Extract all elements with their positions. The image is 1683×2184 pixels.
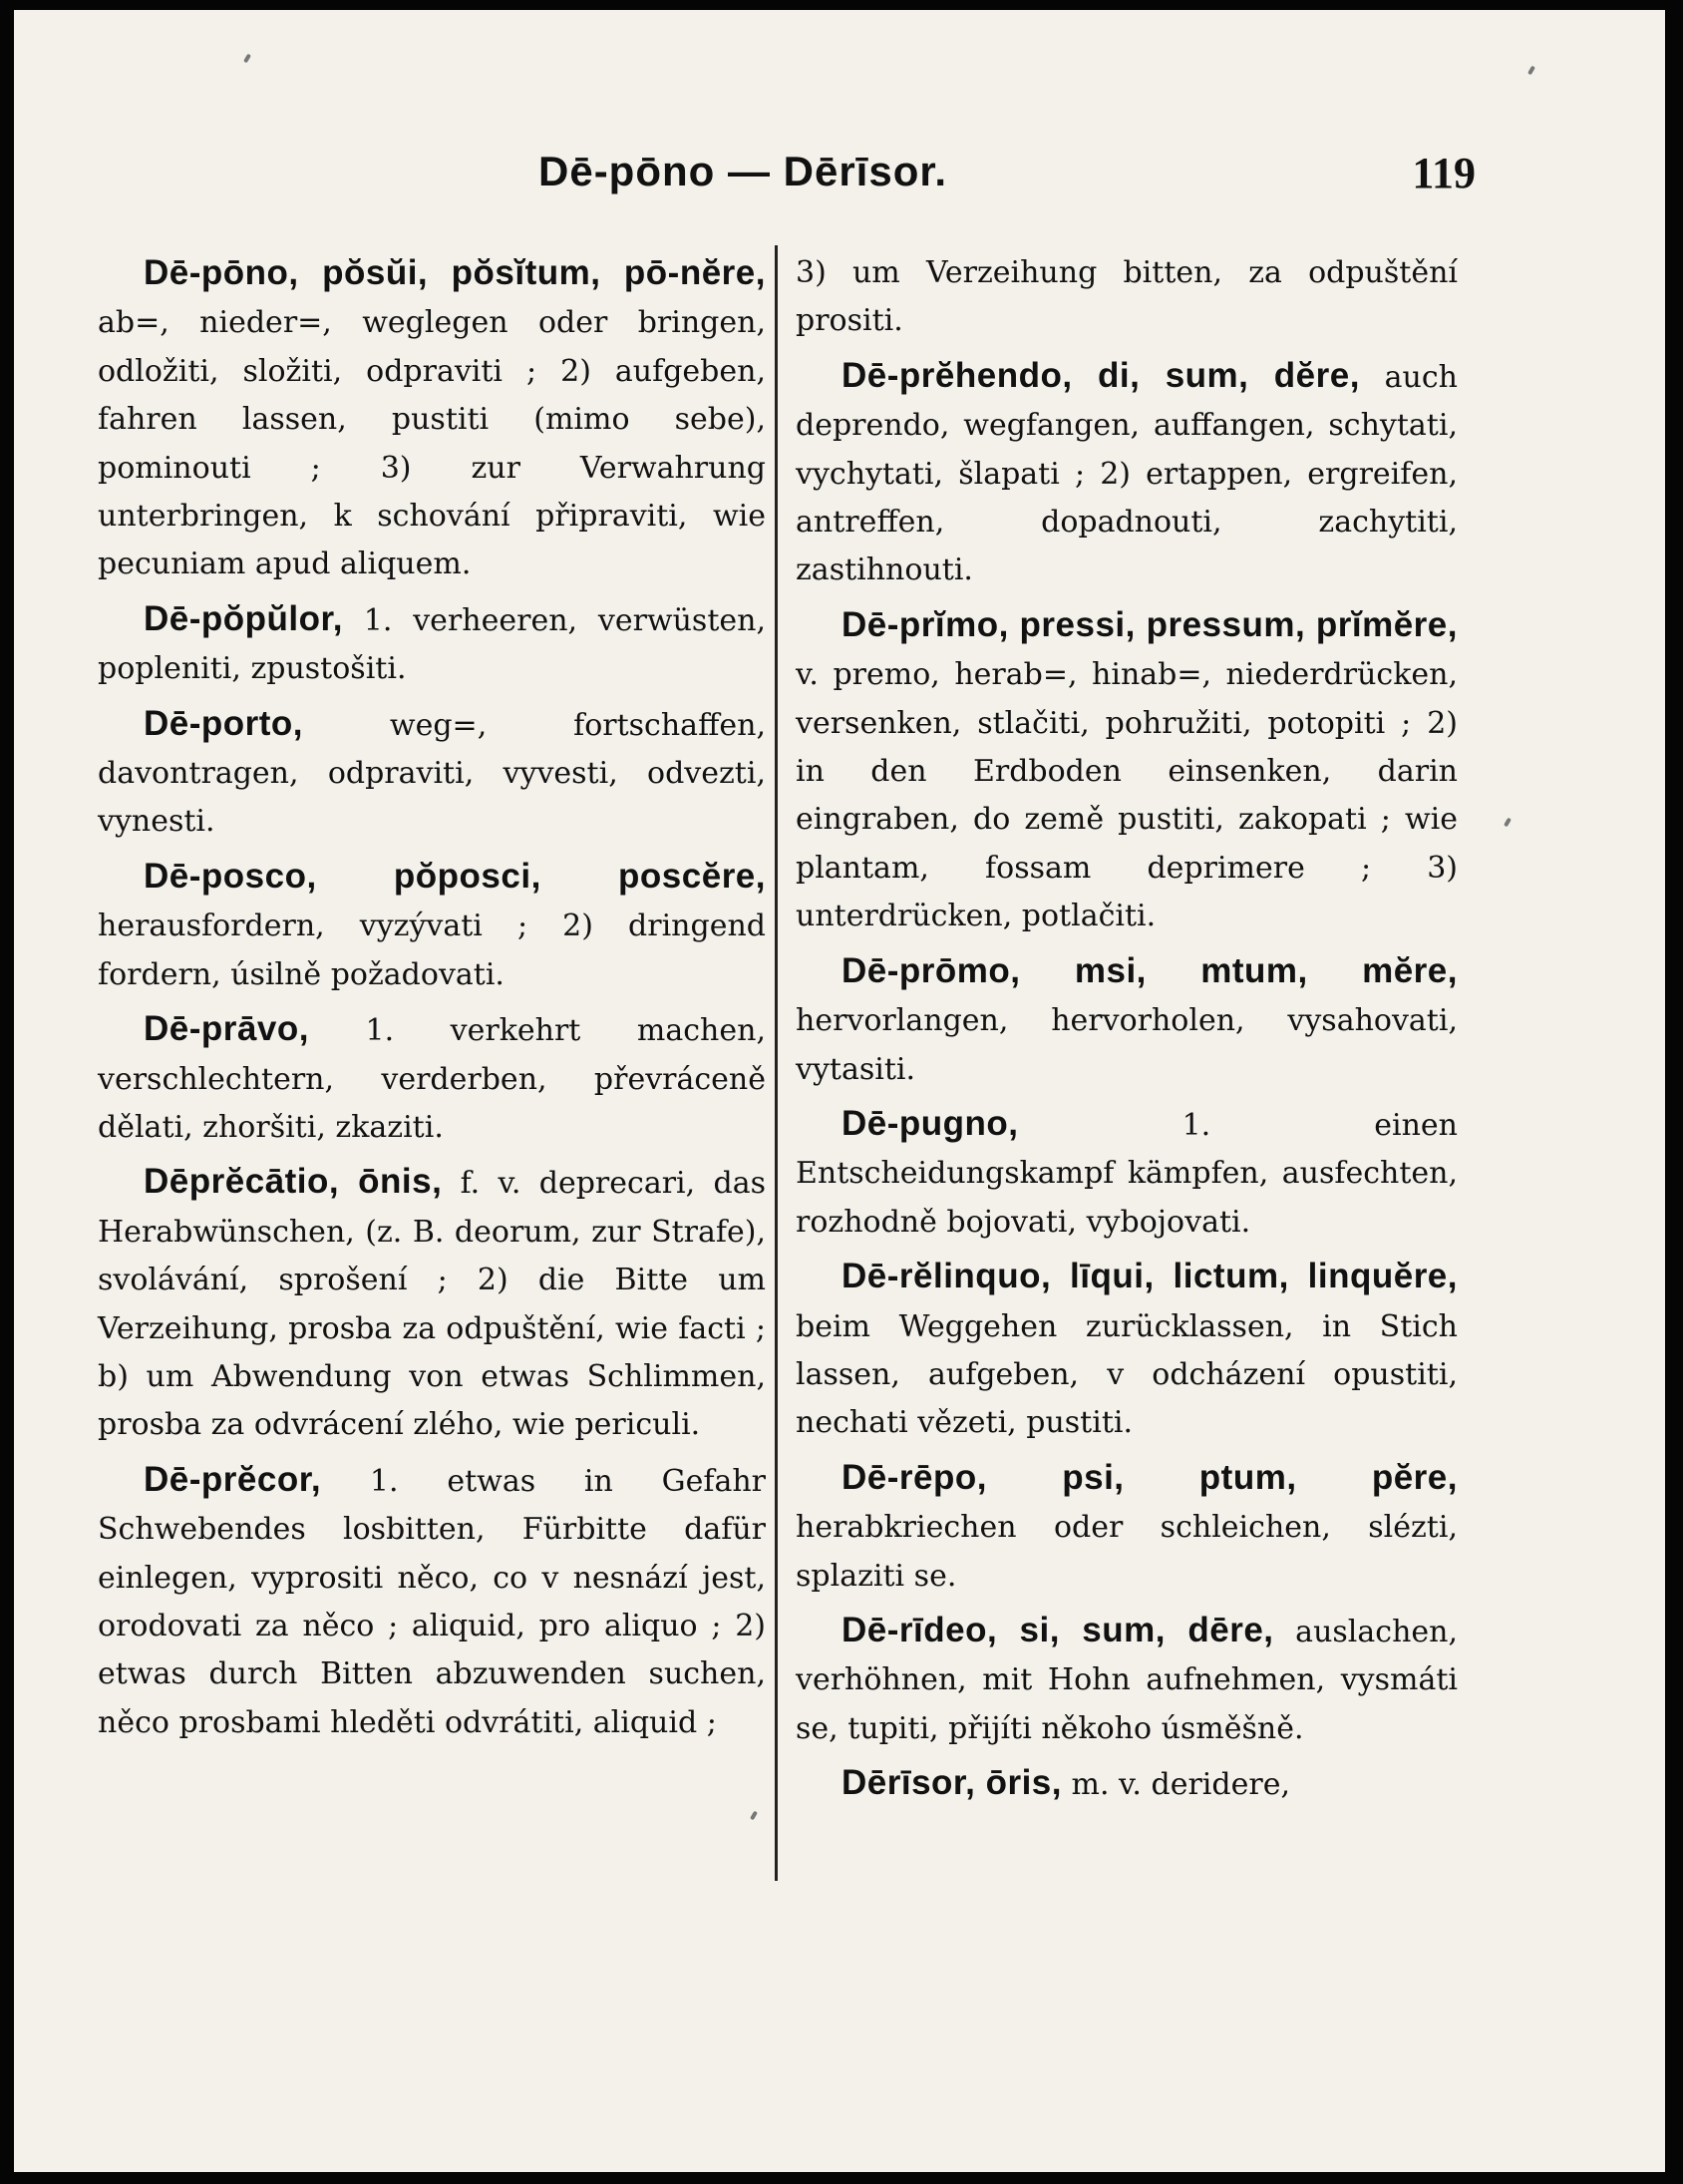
entry-headword: Dē-rēpo, psi, ptum, pĕre, — [842, 1457, 1458, 1497]
entry-definition: 1. verkehrt machen, verschlechtern, verderben, převráceně dělati, zhoršiti, zkaziti. — [98, 1013, 766, 1145]
entry-definition: auch deprendo, wegfangen, auffangen, schytati, vychytati, šlapati ; 2) ertappen, ergreifen, antreffen, dopadnouti, zachytiti, zastihnouti. — [796, 359, 1458, 588]
entry-headword: Dē-prĕhendo, di, sum, dĕre, — [842, 355, 1360, 395]
entry-headword: Dē-rīdeo, si, sum, dēre, — [842, 1610, 1274, 1649]
dictionary-entry — [796, 352, 1458, 595]
page-header — [538, 148, 1476, 207]
entry-definition: beim Weggehen zurücklassen, in Stich lassen, aufgeben, v odcházení opustiti, nechati vězeti, pustiti. — [796, 1308, 1458, 1441]
dictionary-entry — [98, 1005, 766, 1152]
page-number: 119 — [1412, 149, 1476, 197]
entry-headword: Dēprĕcātio, ōnis, — [144, 1162, 443, 1202]
entry-definition: ab=, nieder=, weglegen oder bringen, odložiti, složiti, odpraviti ; 2) aufgeben, fahren lassen, pustiti (mimo sebe), pominouti ; 3) zur Verwahrung unterbringen, k schování připraviti, wie pecuniam apud aliquem. — [98, 305, 766, 582]
entry-headword: Dērīsor, ōris, — [842, 1763, 1062, 1803]
paper-speck — [750, 1811, 758, 1821]
entry-headword: Dē-prĭmo, pressi, pressum, prĭmĕre, — [842, 604, 1458, 644]
entry-definition: f. v. deprecari, das Herabwünschen, (z. B. deorum, zur Strafe), svolávání, sprošení ; 2) die Bitte um Verzeihung, prosba za odpuštění, wie facti ; b) um Abwendung von etwas Schlimmen, prosba za odvrácení zlého, wie periculi. — [98, 1166, 766, 1443]
entry-definition: auslachen, verhöhnen, mit Hohn aufnehmen, vysmáti se, tupiti, přijíti někoho úsměšně. — [796, 1614, 1458, 1746]
dictionary-entry — [98, 249, 766, 589]
dictionary-entry — [98, 595, 766, 694]
entry-headword: Dē-pōno, pŏsŭi, pŏsĭtum, pō-nĕre, — [144, 253, 766, 292]
entry-headword: Dē-pŏpŭlor, — [144, 598, 343, 638]
entry-headword: Dē-prāvo, — [144, 1009, 309, 1049]
entry-definition: v. premo, herab=, hinab=, niederdrücken, versenken, stlačiti, pohružiti, potopiti ; 2) in den Erdboden einsenken, darin eingraben, do země pustiti, zakopati ; wie plantam, fossam deprimere ; 3) unterdrücken, potlačiti. — [796, 657, 1458, 934]
dictionary-entry — [796, 1100, 1458, 1247]
dictionary-entry — [796, 601, 1458, 941]
entry-definition: herabkriechen oder schleichen, slézti, splaziti se. — [796, 1510, 1458, 1594]
entry-definition: 1. etwas in Gefahr Schwebendes losbitten, Fürbitte dafür einlegen, vyprositi něco, co v nesnází jest, orodovati za něco ; aliquid, pro aliquo ; 2) etwas durch Bitten abzuwenden suchen, něco prosbami hleděti odvrátiti, aliquid ; — [98, 1463, 766, 1740]
dictionary-entry — [796, 1253, 1458, 1448]
dictionary-entry — [98, 1158, 766, 1449]
column-divider — [775, 245, 778, 1881]
entry-definition: herausfordern, vyzývati ; 2) dringend fordern, úsilně požadovati. — [98, 909, 766, 992]
entry-definition: 1. verheeren, verwüsten, popleniti, zpustošiti. — [98, 602, 766, 687]
entry-headword: Dē-rĕlinquo, līqui, lictum, linquĕre, — [842, 1257, 1458, 1296]
dictionary-entry — [796, 947, 1458, 1094]
dictionary-entry — [796, 1607, 1458, 1753]
entry-definition: 1. einen Entscheidungskampf kämpfen, ausfechten, rozhodně bojovati, vybojovati. — [796, 1107, 1458, 1240]
entry-definition: m. v. deridere, — [1061, 1767, 1290, 1803]
entry-definition: 3) um Verzeihung bitten, za odpuštění prositi. — [796, 255, 1458, 339]
entry-definition: hervorlangen, hervorholen, vysahovati, vytasiti. — [796, 1003, 1458, 1087]
paper-speck — [1527, 66, 1535, 76]
dictionary-entry — [796, 1454, 1458, 1601]
dictionary-entry — [98, 1456, 766, 1747]
paper-speck — [243, 54, 251, 64]
running-head: Dē-pōno — Dērīsor. — [538, 148, 948, 194]
entry-headword: Dē-porto, — [144, 703, 304, 743]
entry-headword: Dē-prōmo, msi, mtum, mĕre, — [842, 950, 1458, 990]
paper-speck — [1504, 818, 1512, 828]
dictionary-entry — [796, 1759, 1458, 1809]
right-column — [796, 247, 1458, 1816]
entry-headword: Dē-prĕcor, — [144, 1459, 322, 1499]
left-column — [98, 249, 766, 1753]
dictionary-entry — [98, 700, 766, 847]
dictionary-entry-continued — [796, 247, 1458, 346]
entry-headword: Dē-posco, pŏposci, poscĕre, — [144, 856, 766, 896]
entry-definition: weg=, fortschaffen, davontragen, odpraviti, vyvesti, odvezti, vynesti. — [98, 707, 766, 840]
entry-headword: Dē-pugno, — [842, 1103, 1019, 1143]
dictionary-entry — [98, 853, 766, 999]
